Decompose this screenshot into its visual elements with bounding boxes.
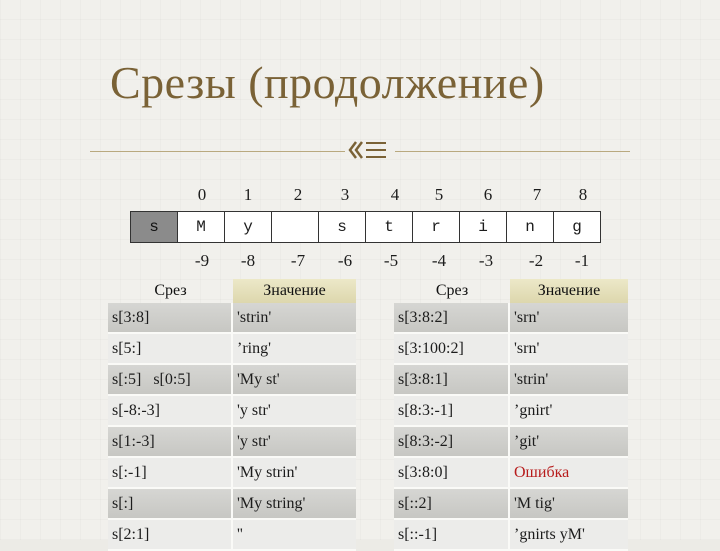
value-cell: ’gnirts yM'	[510, 520, 628, 551]
slice-cell: s[-8:-3]	[108, 396, 233, 427]
neg-index: -6	[337, 251, 353, 270]
neg-index: -3	[478, 251, 494, 270]
slice-cell: s[8:3:-1]	[394, 396, 510, 427]
neg-index: -2	[528, 251, 544, 270]
slice-cell: s[:5] s[0:5]	[108, 365, 233, 396]
table-row	[108, 458, 356, 489]
table-row	[394, 334, 628, 365]
left-slice-table	[108, 279, 356, 551]
table-row	[394, 427, 628, 458]
slice-cell: s[3:8:1]	[394, 365, 510, 396]
slice-cell: s[::2]	[394, 489, 510, 520]
right-slice-table	[394, 279, 628, 551]
table-row	[394, 458, 628, 489]
slice-cell: s[::-1]	[394, 520, 510, 551]
table-row	[108, 489, 356, 520]
slice-cell: s[3:8]	[108, 303, 233, 334]
pos-index: 1	[243, 185, 253, 204]
value-cell: ’git'	[510, 427, 628, 458]
pos-index: 4	[390, 185, 400, 204]
char-cell: n	[507, 212, 554, 243]
char-cell: r	[413, 212, 460, 243]
slice-cell: s[3:100:2]	[394, 334, 510, 365]
col-header-slice: Срез	[435, 282, 469, 299]
value-cell: 'My string'	[233, 489, 356, 520]
table-row	[394, 489, 628, 520]
chevron-lines-icon	[346, 136, 390, 164]
table-row	[108, 303, 356, 334]
value-cell: 'y str'	[233, 396, 356, 427]
char-cell: g	[554, 212, 601, 243]
neg-index: -8	[240, 251, 256, 270]
table-row	[394, 303, 628, 334]
pos-index: 8	[578, 185, 588, 204]
table-row	[394, 365, 628, 396]
value-cell: 'strin'	[510, 365, 628, 396]
slice-cell: s[3:8:0]	[394, 458, 510, 489]
slice-cell: s[8:3:-2]	[394, 427, 510, 458]
table-row	[108, 334, 356, 365]
value-cell: ’ring'	[233, 334, 356, 365]
char-cell: t	[366, 212, 413, 243]
table-row	[394, 396, 628, 427]
pos-index: 7	[532, 185, 542, 204]
title-rule-right	[395, 151, 630, 152]
slice-cell: s[:]	[108, 489, 233, 520]
value-cell: 'My st'	[233, 365, 356, 396]
neg-index: -9	[194, 251, 210, 270]
neg-index: -5	[383, 251, 399, 270]
value-cell: ''	[233, 520, 356, 551]
value-cell: ’gnirt'	[510, 396, 628, 427]
neg-index: -1	[574, 251, 590, 270]
col-header-slice: Срез	[154, 282, 187, 299]
table-row	[108, 520, 356, 551]
slice-cell: s[1:-3]	[108, 427, 233, 458]
slice-cell: s[5:]	[108, 334, 233, 365]
pos-index: 2	[293, 185, 303, 204]
table-row	[394, 520, 628, 551]
pos-index: 0	[197, 185, 207, 204]
value-cell: 'srn'	[510, 334, 628, 365]
value-cell: 'y str'	[233, 427, 356, 458]
char-cell: i	[460, 212, 507, 243]
pos-index: 5	[434, 185, 444, 204]
slide-title: Срезы (продолжение)	[110, 57, 545, 108]
value-cell: 'M tig'	[510, 489, 628, 520]
table-row	[108, 427, 356, 458]
var-name-cell: s	[131, 212, 178, 243]
col-header-value: Значение	[233, 279, 356, 303]
error-value-cell: Ошибка	[510, 458, 628, 489]
value-cell: 'My strin'	[233, 458, 356, 489]
table-row	[108, 365, 356, 396]
value-cell: 'strin'	[233, 303, 356, 334]
slice-cell: s[3:8:2]	[394, 303, 510, 334]
slice-cell: s[:-1]	[108, 458, 233, 489]
title-rule-left	[90, 151, 345, 152]
col-header-value: Значение	[510, 279, 628, 303]
pos-index: 6	[483, 185, 493, 204]
neg-index: -4	[431, 251, 447, 270]
table-row	[108, 396, 356, 427]
char-cell: s	[319, 212, 366, 243]
value-cell: 'srn'	[510, 303, 628, 334]
char-cell	[272, 212, 319, 243]
neg-index: -7	[290, 251, 306, 270]
string-cells	[130, 211, 601, 243]
pos-index: 3	[340, 185, 350, 204]
char-cell: M	[178, 212, 225, 243]
char-cell: y	[225, 212, 272, 243]
slice-cell: s[2:1]	[108, 520, 233, 551]
